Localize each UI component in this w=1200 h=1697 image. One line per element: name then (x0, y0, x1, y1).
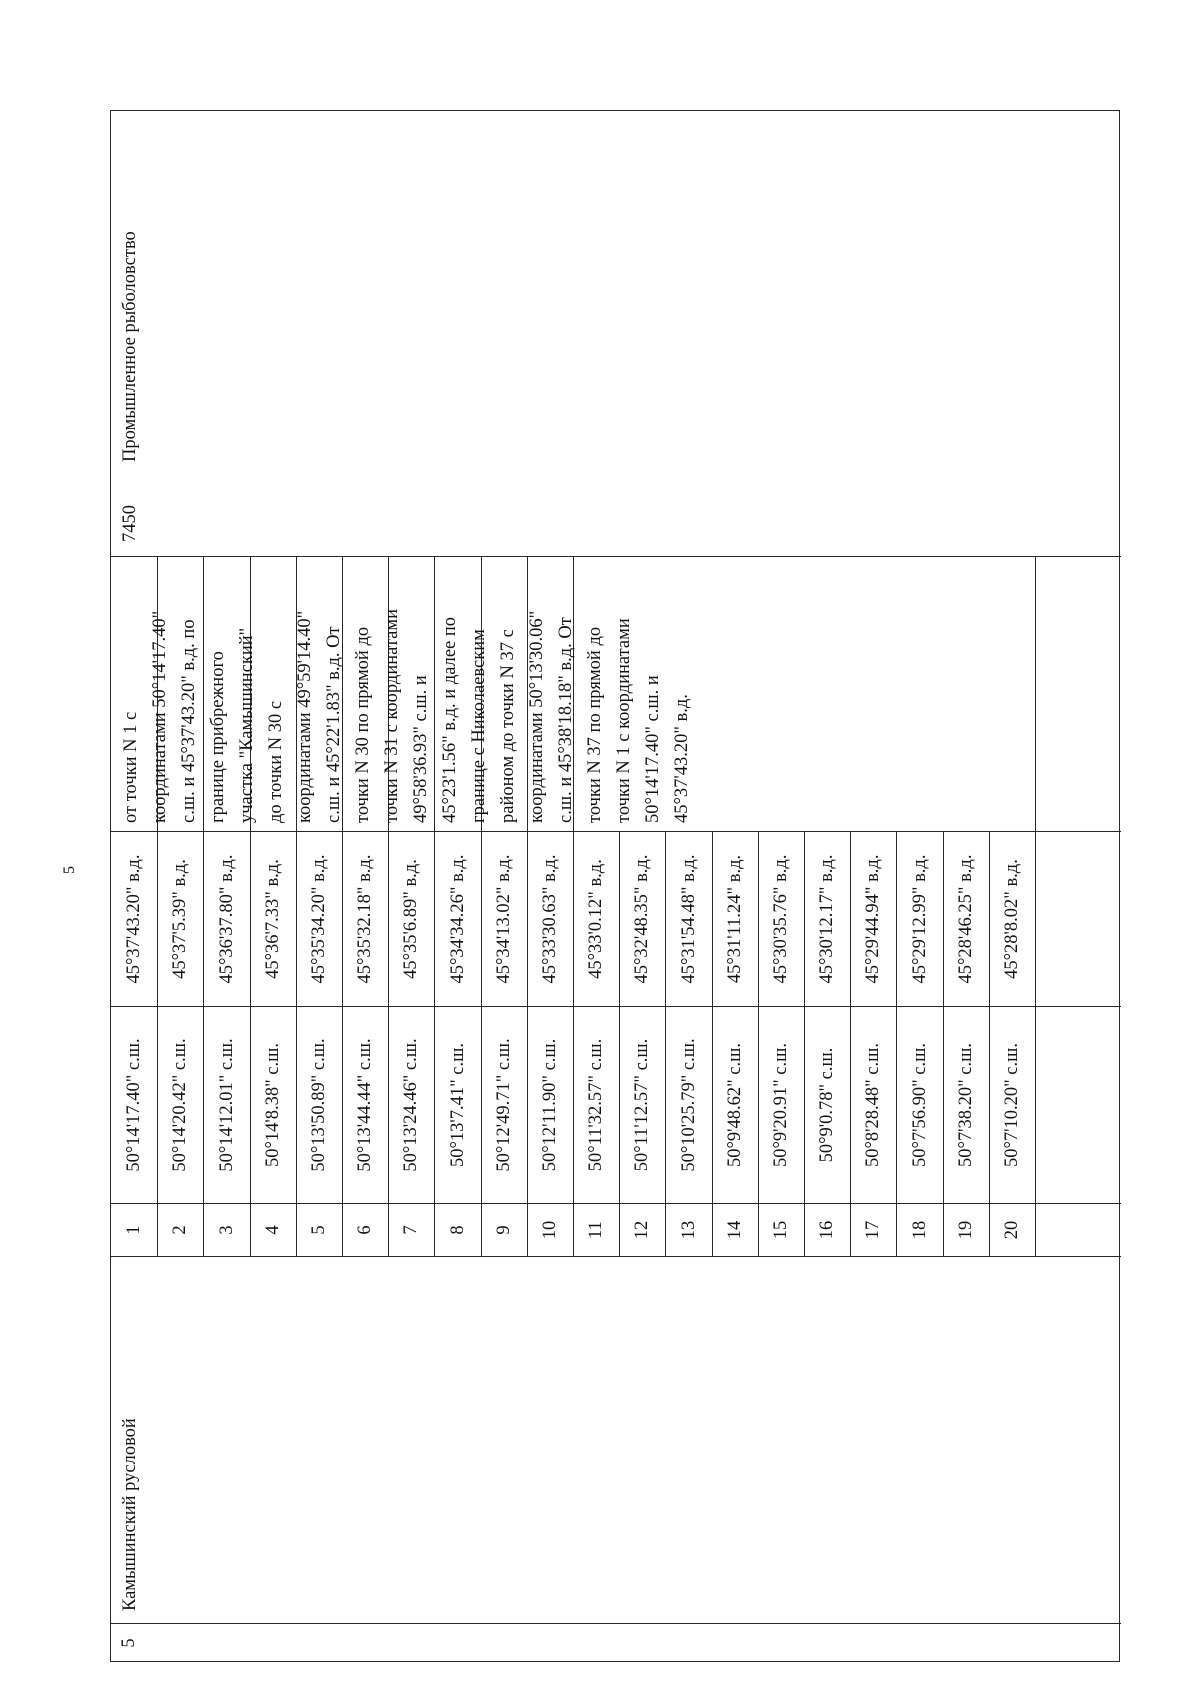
grid-line (157, 831, 158, 1256)
point-latitude: 50°13'50.89" с.ш. (308, 1037, 329, 1172)
point-longitude: 45°28'46.25" в.д. (955, 854, 976, 983)
point-number: 16 (817, 1220, 838, 1239)
point-longitude: 45°31'54.48" в.д. (678, 854, 699, 983)
boundary-line: координатами 50°14'17.40" (150, 610, 170, 823)
point-latitude: 50°14'12.01" с.ш. (216, 1037, 237, 1172)
boundary-line: границе с Николаевским (469, 629, 489, 823)
boundary-line: с.ш. и 45°22'1.83" в.д. От (324, 626, 344, 823)
boundary-line: 45°23'1.56" в.д. и далее по (440, 616, 460, 823)
grid-line (203, 831, 204, 1256)
grid-line (1035, 556, 1036, 1256)
point-longitude: 45°35'6.89" в.д. (401, 858, 422, 979)
grid-line (573, 831, 574, 1256)
point-longitude: 45°30'12.17" в.д. (817, 854, 838, 983)
point-longitude: 45°37'43.20" в.д. (124, 854, 145, 983)
grid-line (111, 831, 1121, 832)
point-number: 10 (539, 1220, 560, 1239)
boundary-line: 49°58'36.93" с.ш. и (411, 675, 431, 823)
grid-line (943, 831, 944, 1256)
point-latitude: 50°11'32.57" с.ш. (586, 1038, 607, 1171)
boundary-line: 45°37'43.20" в.д. (672, 694, 692, 823)
point-longitude: 45°33'0.12" в.д. (586, 858, 607, 979)
point-longitude: 45°29'12.99" в.д. (909, 854, 930, 983)
point-longitude: 45°32'48.35" в.д. (632, 854, 653, 983)
point-latitude: 50°9'20.91" с.ш. (770, 1042, 791, 1167)
point-number: 14 (724, 1220, 745, 1239)
point-latitude: 50°9'48.62" с.ш. (724, 1042, 745, 1167)
page-number: 5 (61, 866, 78, 874)
boundary-line: с.ш. и 45°37'43.20" в.д. по (179, 619, 199, 823)
point-number: 8 (447, 1224, 468, 1235)
grid-line (111, 1623, 1121, 1624)
boundary-line: точки N 37 по прямой до (585, 626, 605, 823)
boundary-line: координатами 50°13'30.06" (527, 610, 547, 823)
point-longitude: 45°35'32.18" в.д. (355, 854, 376, 983)
boundary-line: точки N 30 по прямой до (353, 626, 373, 823)
usage-type: Промышленное рыболовство (120, 231, 140, 462)
point-number: 5 (308, 1224, 329, 1235)
point-latitude: 50°12'11.90" с.ш. (539, 1038, 560, 1171)
boundary-line: от точки N 1 с (121, 711, 141, 823)
site-area: 7450 (120, 505, 140, 542)
point-latitude: 50°13'7.41" с.ш. (447, 1042, 468, 1167)
grid-line (896, 831, 897, 1256)
point-number: 7 (401, 1224, 422, 1235)
point-number: 18 (909, 1220, 930, 1239)
point-longitude: 45°37'5.39" в.д. (170, 858, 191, 979)
grid-line (989, 831, 990, 1256)
boundary-line: точки N 31 с координатами (382, 608, 402, 823)
point-longitude: 45°36'37.80" в.д. (216, 854, 237, 983)
point-longitude: 45°30'35.76" в.д. (770, 854, 791, 983)
grid-line (850, 831, 851, 1256)
point-number: 9 (493, 1224, 514, 1235)
point-latitude: 50°11'12.57" с.ш. (632, 1038, 653, 1171)
boundary-line: 50°14'17.40" с.ш. и (643, 675, 663, 823)
point-number: 15 (770, 1220, 791, 1239)
boundary-line: районом до точки N 37 с (498, 629, 518, 823)
point-longitude: 45°28'8.02" в.д. (1001, 858, 1022, 979)
point-longitude: 45°29'44.94" в.д. (863, 854, 884, 983)
point-number: 6 (355, 1224, 376, 1235)
boundary-line: участка "Камышинский" (237, 627, 257, 823)
point-number: 19 (955, 1220, 976, 1239)
point-number: 1 (124, 1224, 145, 1235)
grid-line (712, 831, 713, 1256)
point-latitude: 50°12'49.71" с.ш. (493, 1037, 514, 1172)
point-latitude: 50°14'20.42" с.ш. (170, 1037, 191, 1172)
point-longitude: 45°36'7.33" в.д. (262, 858, 283, 979)
point-number: 11 (586, 1220, 607, 1239)
point-latitude: 50°7'10.20" с.ш. (1001, 1042, 1022, 1167)
grid-line (481, 831, 482, 1256)
grid-line (111, 1256, 1121, 1257)
boundary-line: с.ш. и 45°38'18.18" в.д. От (556, 617, 576, 823)
grid-line (342, 831, 343, 1256)
point-latitude: 50°8'28.48" с.ш. (863, 1042, 884, 1167)
grid-line (388, 831, 389, 1256)
point-latitude: 50°7'38.20" с.ш. (955, 1042, 976, 1167)
point-longitude: 45°34'34.26" в.д. (447, 854, 468, 983)
grid-line (665, 831, 666, 1256)
boundary-description (117, 609, 697, 823)
boundary-line: точки N 1 с координатами (614, 618, 634, 823)
grid-line (527, 831, 528, 1256)
point-latitude: 50°14'8.38" с.ш. (262, 1042, 283, 1167)
point-latitude: 50°13'44.44" с.ш. (355, 1037, 376, 1172)
site-name: Камышинский русловой (120, 1418, 140, 1611)
grid-line (619, 831, 620, 1256)
grid-line (296, 831, 297, 1256)
point-number: 13 (678, 1220, 699, 1239)
point-number: 17 (863, 1220, 884, 1239)
point-latitude: 50°10'25.79" с.ш. (678, 1037, 699, 1172)
grid-line (434, 831, 435, 1256)
point-latitude: 50°7'56.90" с.ш. (909, 1042, 930, 1167)
boundary-line: до точки N 30 с (266, 700, 286, 823)
grid-line (111, 556, 1121, 557)
coordinates-table (110, 110, 1120, 1662)
point-latitude: 50°14'17.40" с.ш. (124, 1037, 145, 1172)
point-longitude: 45°33'30.63" в.д. (539, 854, 560, 983)
grid-line (111, 1203, 1121, 1204)
point-longitude: 45°35'34.20" в.д. (308, 854, 329, 983)
point-number: 20 (1001, 1220, 1022, 1239)
boundary-line: координатами 49°59'14.40" (295, 610, 315, 823)
record-index: 5 (119, 1638, 139, 1648)
grid-line (111, 1006, 1121, 1007)
point-number: 3 (216, 1224, 237, 1235)
point-number: 12 (632, 1220, 653, 1239)
point-number: 4 (262, 1224, 283, 1235)
point-number: 2 (170, 1224, 191, 1235)
point-longitude: 45°34'13.02" в.д. (493, 854, 514, 983)
point-latitude: 50°9'0.78" с.ш. (817, 1047, 838, 1162)
grid-line (758, 831, 759, 1256)
boundary-line: границе прибрежного (208, 651, 228, 823)
point-longitude: 45°31'11.24" в.д. (724, 854, 745, 983)
grid-line (250, 831, 251, 1256)
grid-line (804, 831, 805, 1256)
point-latitude: 50°13'24.46" с.ш. (401, 1037, 422, 1172)
